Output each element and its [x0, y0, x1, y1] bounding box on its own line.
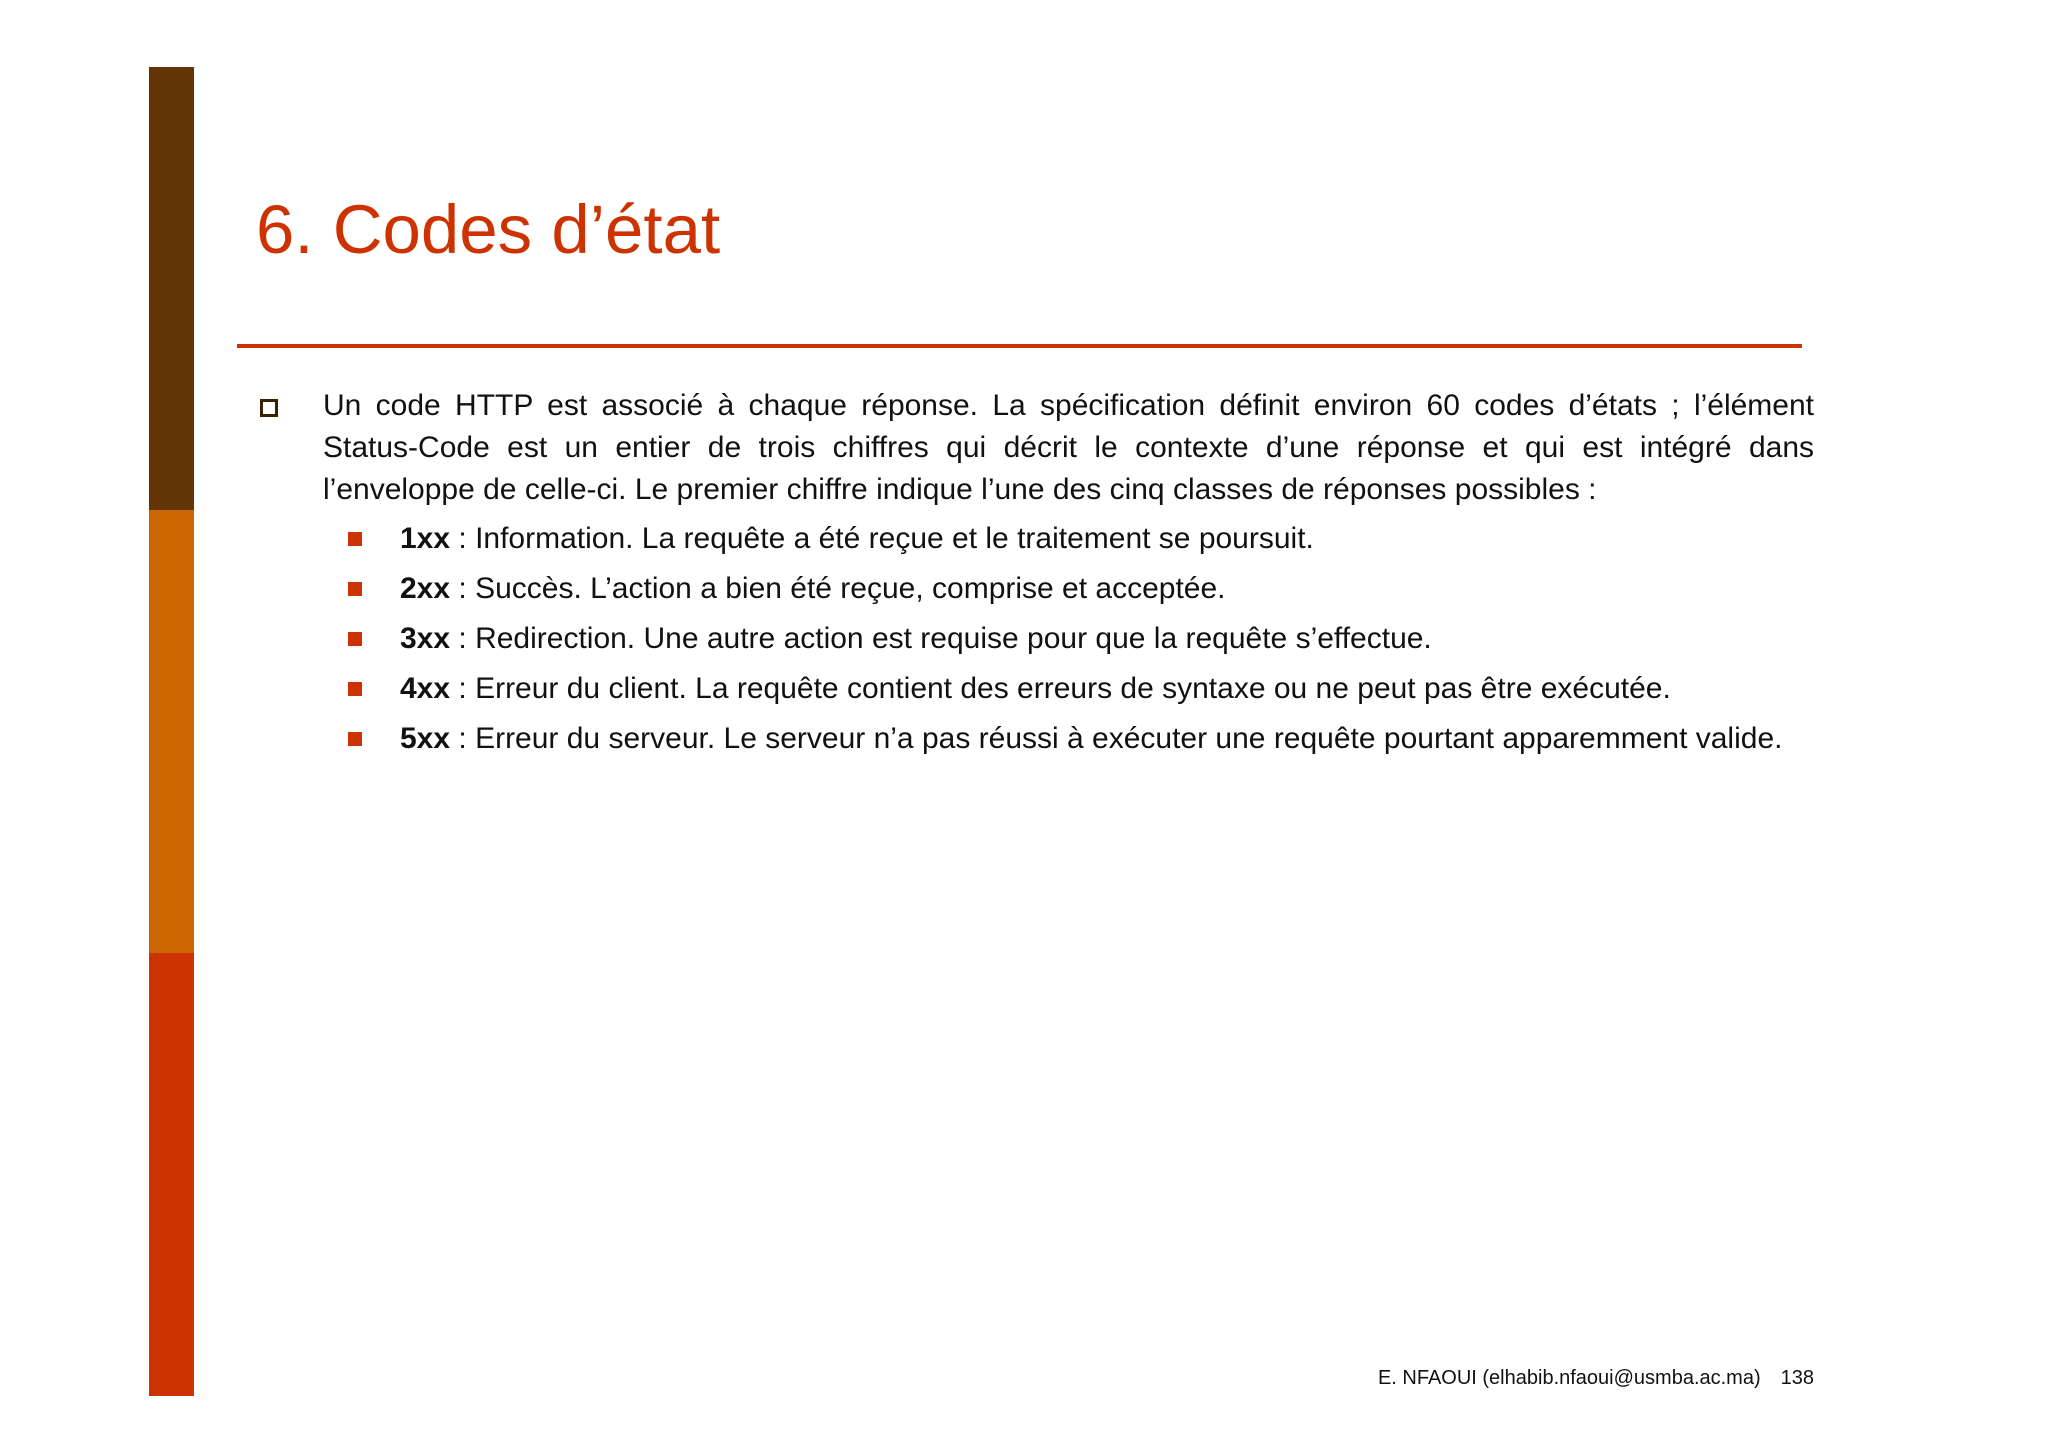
intro-paragraph [256, 385, 1814, 511]
status-code: 1xx [400, 522, 451, 555]
list-item [256, 568, 1814, 610]
slide-footer [1378, 1364, 1814, 1392]
square-bullet-icon [348, 632, 362, 646]
intro-text: Un code HTTP est associé à chaque réponse. La spécification définit environ 60 codes d’états ; l’élément Status-Code est un entier de trois chiffres qui décrit le contexte d’une réponse et qui est intégré dans l’enveloppe de celle-ci. Le premier chiffre indique l’une des cinq classes de réponses possibles : [323, 389, 1814, 506]
status-code: 5xx [400, 722, 451, 755]
sidebar-bar-orange [149, 510, 194, 953]
status-code: 2xx [400, 572, 451, 605]
status-description: : Redirection. Une autre action est requise pour que la requête s’effectue. [450, 622, 1432, 655]
list-item [256, 718, 1814, 760]
square-bullet-icon [348, 732, 362, 746]
sidebar-bar-red [149, 953, 194, 1396]
slide-content [256, 385, 1814, 768]
status-description: : Information. La requête a été reçue et le traitement se poursuit. [450, 522, 1314, 555]
status-classes-list [256, 518, 1814, 760]
footer-author: E. NFAOUI (elhabib.nfaoui@usmba.ac.ma) [1377, 1367, 1761, 1389]
status-description: : Erreur du client. La requête contient des erreurs de syntaxe ou ne peut pas être exécutée. [450, 672, 1671, 705]
list-item [256, 668, 1814, 710]
sidebar-bar-brown [149, 67, 194, 510]
list-item [256, 618, 1814, 660]
title-underline [237, 344, 1802, 348]
status-code: 3xx [400, 622, 451, 655]
status-description: : Erreur du serveur. Le serveur n’a pas réussi à exécuter une requête pourtant apparemment valide. [450, 722, 1783, 755]
status-description: : Succès. L’action a bien été reçue, comprise et acceptée. [450, 572, 1226, 605]
list-item [256, 518, 1814, 560]
square-bullet-icon [348, 582, 362, 596]
square-bullet-icon [348, 532, 362, 546]
page-number: 138 [1780, 1367, 1814, 1389]
square-bullet-icon [348, 682, 362, 696]
slide-title: 6. Codes d’état [256, 191, 721, 268]
hollow-square-bullet-icon [260, 399, 278, 417]
status-code: 4xx [400, 672, 451, 705]
